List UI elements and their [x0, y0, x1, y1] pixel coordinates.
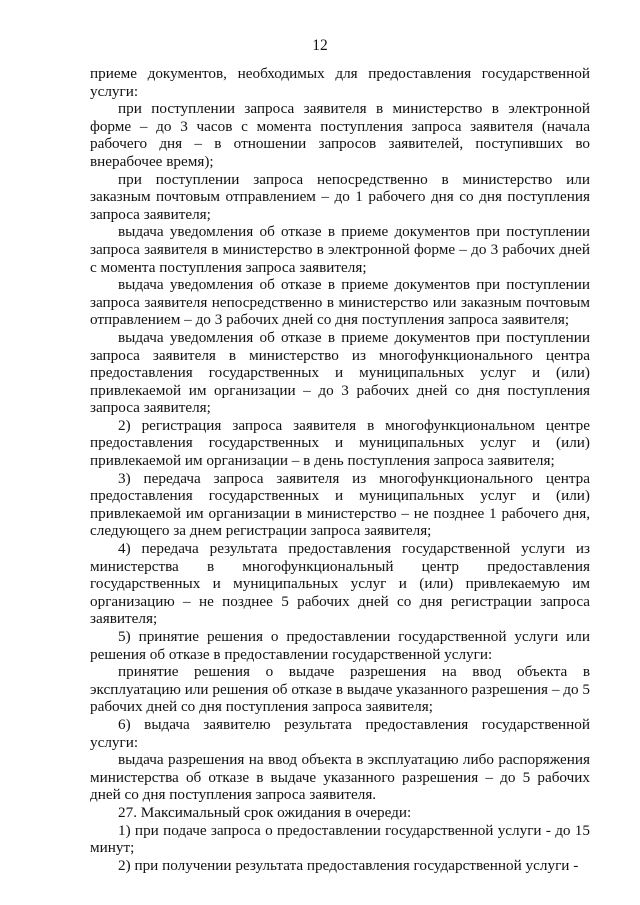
page-number: 12	[312, 37, 328, 54]
paragraph: 2) регистрация запроса заявителя в многофункциональном центре предоставления государственных и муниципальных услуг и (или) привлекаемой им организации – в день поступления запроса заявителя;	[90, 416, 590, 470]
paragraph: приеме документов, необходимых для предоставления государственной услуги:	[90, 65, 590, 100]
paragraph: 1) при подаче запроса о предоставлении государственной услуги - до 15 минут;	[90, 821, 590, 857]
paragraph: 4) передача результата предоставления государственной услуги из министерства в многофункциональный центр предоставления государственных и муниципальных услуг и (или) привлекаемую им организацию – не позднее 5 рабочих дней со дня регистрации запроса заявителя;	[90, 540, 590, 628]
paragraph: выдача уведомления об отказе в приеме документов при поступлении запроса заявителя в министерство в электронной форме – до 3 рабочих дней с момента поступления запроса заявителя;	[90, 223, 590, 276]
paragraph: 2) при получении результата предоставления государственной услуги -	[118, 856, 579, 874]
paragraph: 5) принятие решения о предоставлении государственной услуги или решения об отказе в предоставлении государственной услуги:	[90, 628, 590, 663]
paragraph: выдача уведомления об отказе в приеме документов при поступлении запроса заявителя непосредственно в министерство или заказным почтовым отправлением – до 3 рабочих дней со дня поступления запроса заявителя;	[90, 276, 590, 329]
paragraph: выдача разрешения на ввод объекта в эксплуатацию либо распоряжения министерства об отказе в выдаче указанного разрешения – до 5 рабочих дней со дня поступления запроса заявителя.	[90, 751, 590, 804]
paragraph: 6) выдача заявителю результата предоставления государственной услуги:	[90, 715, 590, 751]
paragraph: при поступлении запроса непосредственно в министерство или заказным почтовым отправлением – до 1 рабочего дня со дня поступления запроса заявителя;	[90, 170, 590, 223]
paragraph: выдача уведомления об отказе в приеме документов при поступлении запроса заявителя в министерство из многофункционального центра предоставления государственных и муниципальных услуг и (или) привлекаемой им организации – до 3 рабочих дней со дня поступления запроса заявителя;	[90, 328, 590, 417]
document-body	[90, 65, 590, 874]
paragraph: 27. Максимальный срок ожидания в очереди:	[118, 803, 412, 821]
paragraph: при поступлении запроса заявителя в министерство в электронной форме – до 3 часов с момента поступления запроса заявителя (начала рабочего дня – в отношении запросов заявителей, поступивших во внерабочее время);	[90, 100, 590, 170]
paragraph: 3) передача запроса заявителя из многофункционального центра предоставления государственных и муниципальных услуг и (или) привлекаемой им организации в министерство – не позднее 1 рабочего дня, следующего за днем регистрации запроса заявителя;	[90, 469, 590, 540]
paragraph: принятие решения о выдаче разрешения на ввод объекта в эксплуатацию или решения об отказе в выдаче указанного разрешения – до 5 рабочих дней со дня поступления запроса заявителя;	[90, 663, 590, 716]
